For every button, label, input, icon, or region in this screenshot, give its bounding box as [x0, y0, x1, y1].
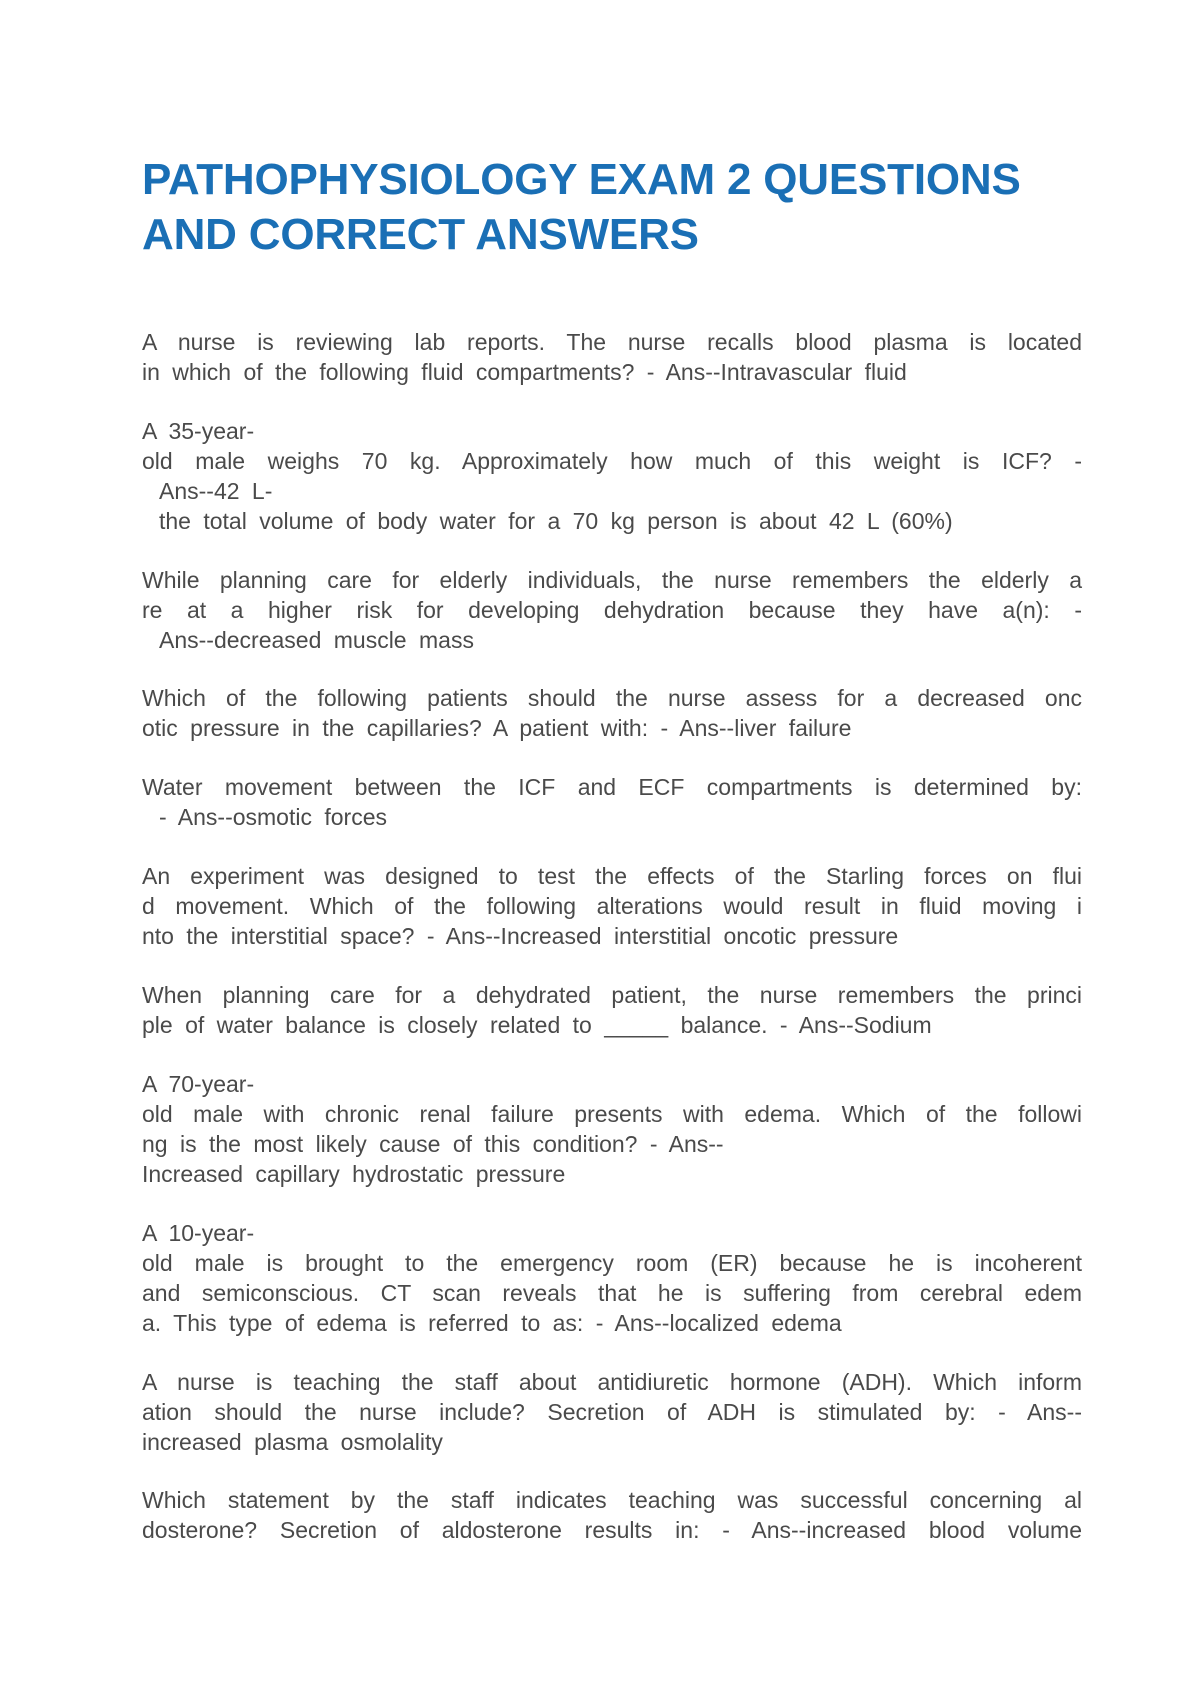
qa-line: An experiment was designed to test the effects of the Starling forces on flui [142, 863, 1082, 889]
qa-line: ng is the most likely cause of this condition? - Ans-- [142, 1131, 724, 1157]
qa-item [142, 565, 1082, 655]
qa-item [142, 861, 1082, 951]
qa-line: the total volume of body water for a 70 kg person is about 42 L (60%) [159, 508, 953, 534]
qa-line: When planning care for a dehydrated patient, the nurse remembers the princi [142, 982, 1082, 1008]
qa-line: ple of water balance is closely related to _____ balance. - Ans--Sodium [142, 1012, 932, 1038]
title-line: AND CORRECT ANSWERS [142, 210, 699, 259]
qa-line: and semiconscious. CT scan reveals that he is suffering from cerebral edem [142, 1280, 1082, 1306]
qa-line: A 70-year- [142, 1071, 255, 1097]
qa-line: While planning care for elderly individuals, the nurse remembers the elderly a [142, 567, 1082, 593]
qa-item [142, 1485, 1082, 1545]
qa-line: Ans--decreased muscle mass [159, 627, 474, 653]
qa-line: re at a higher risk for developing dehydration because they have a(n): - [142, 597, 1082, 623]
qa-item [142, 416, 1082, 536]
qa-line: A nurse is teaching the staff about antidiuretic hormone (ADH). Which inform [142, 1369, 1082, 1395]
qa-line: A 10-year- [142, 1220, 255, 1246]
qa-line: A 35-year- [142, 418, 255, 444]
qa-line: d movement. Which of the following alterations would result in fluid moving i [142, 893, 1082, 919]
title-line: PATHOPHYSIOLOGY EXAM 2 QUESTIONS [142, 155, 1021, 204]
qa-item [142, 772, 1082, 832]
qa-line: otic pressure in the capillaries? A patient with: - Ans--liver failure [142, 715, 852, 741]
qa-line: - Ans--osmotic forces [159, 804, 387, 830]
qa-line: increased plasma osmolality [142, 1429, 443, 1455]
qa-line: Water movement between the ICF and ECF compartments is determined by: [142, 774, 1082, 800]
qa-line: Ans--42 L- [159, 478, 273, 504]
qa-line: A nurse is reviewing lab reports. The nurse recalls blood plasma is located [142, 329, 1082, 355]
qa-line: ation should the nurse include? Secretion of ADH is stimulated by: - Ans-- [142, 1399, 1082, 1425]
qa-line: Increased capillary hydrostatic pressure [142, 1161, 566, 1187]
page-title [142, 152, 1082, 262]
qa-item [142, 980, 1082, 1040]
qa-line: old male with chronic renal failure presents with edema. Which of the followi [142, 1101, 1082, 1127]
qa-line: Which statement by the staff indicates teaching was successful concerning al [142, 1487, 1082, 1513]
qa-line: in which of the following fluid compartments? - Ans--Intravascular fluid [142, 359, 907, 385]
qa-item [142, 327, 1082, 387]
qa-line: old male is brought to the emergency room (ER) because he is incoherent [142, 1250, 1082, 1276]
qa-line: Which of the following patients should the nurse assess for a decreased onc [142, 685, 1082, 711]
qa-item [142, 683, 1082, 743]
qa-line: dosterone? Secretion of aldosterone results in: - Ans--increased blood volume [142, 1517, 1082, 1543]
qa-item [142, 1218, 1082, 1338]
qa-line: nto the interstitial space? - Ans--Increased interstitial oncotic pressure [142, 923, 899, 949]
qa-line: old male weighs 70 kg. Approximately how much of this weight is ICF? - [142, 448, 1082, 474]
qa-line: a. This type of edema is referred to as: - Ans--localized edema [142, 1310, 842, 1336]
qa-item [142, 1069, 1082, 1189]
qa-item [142, 1367, 1082, 1457]
